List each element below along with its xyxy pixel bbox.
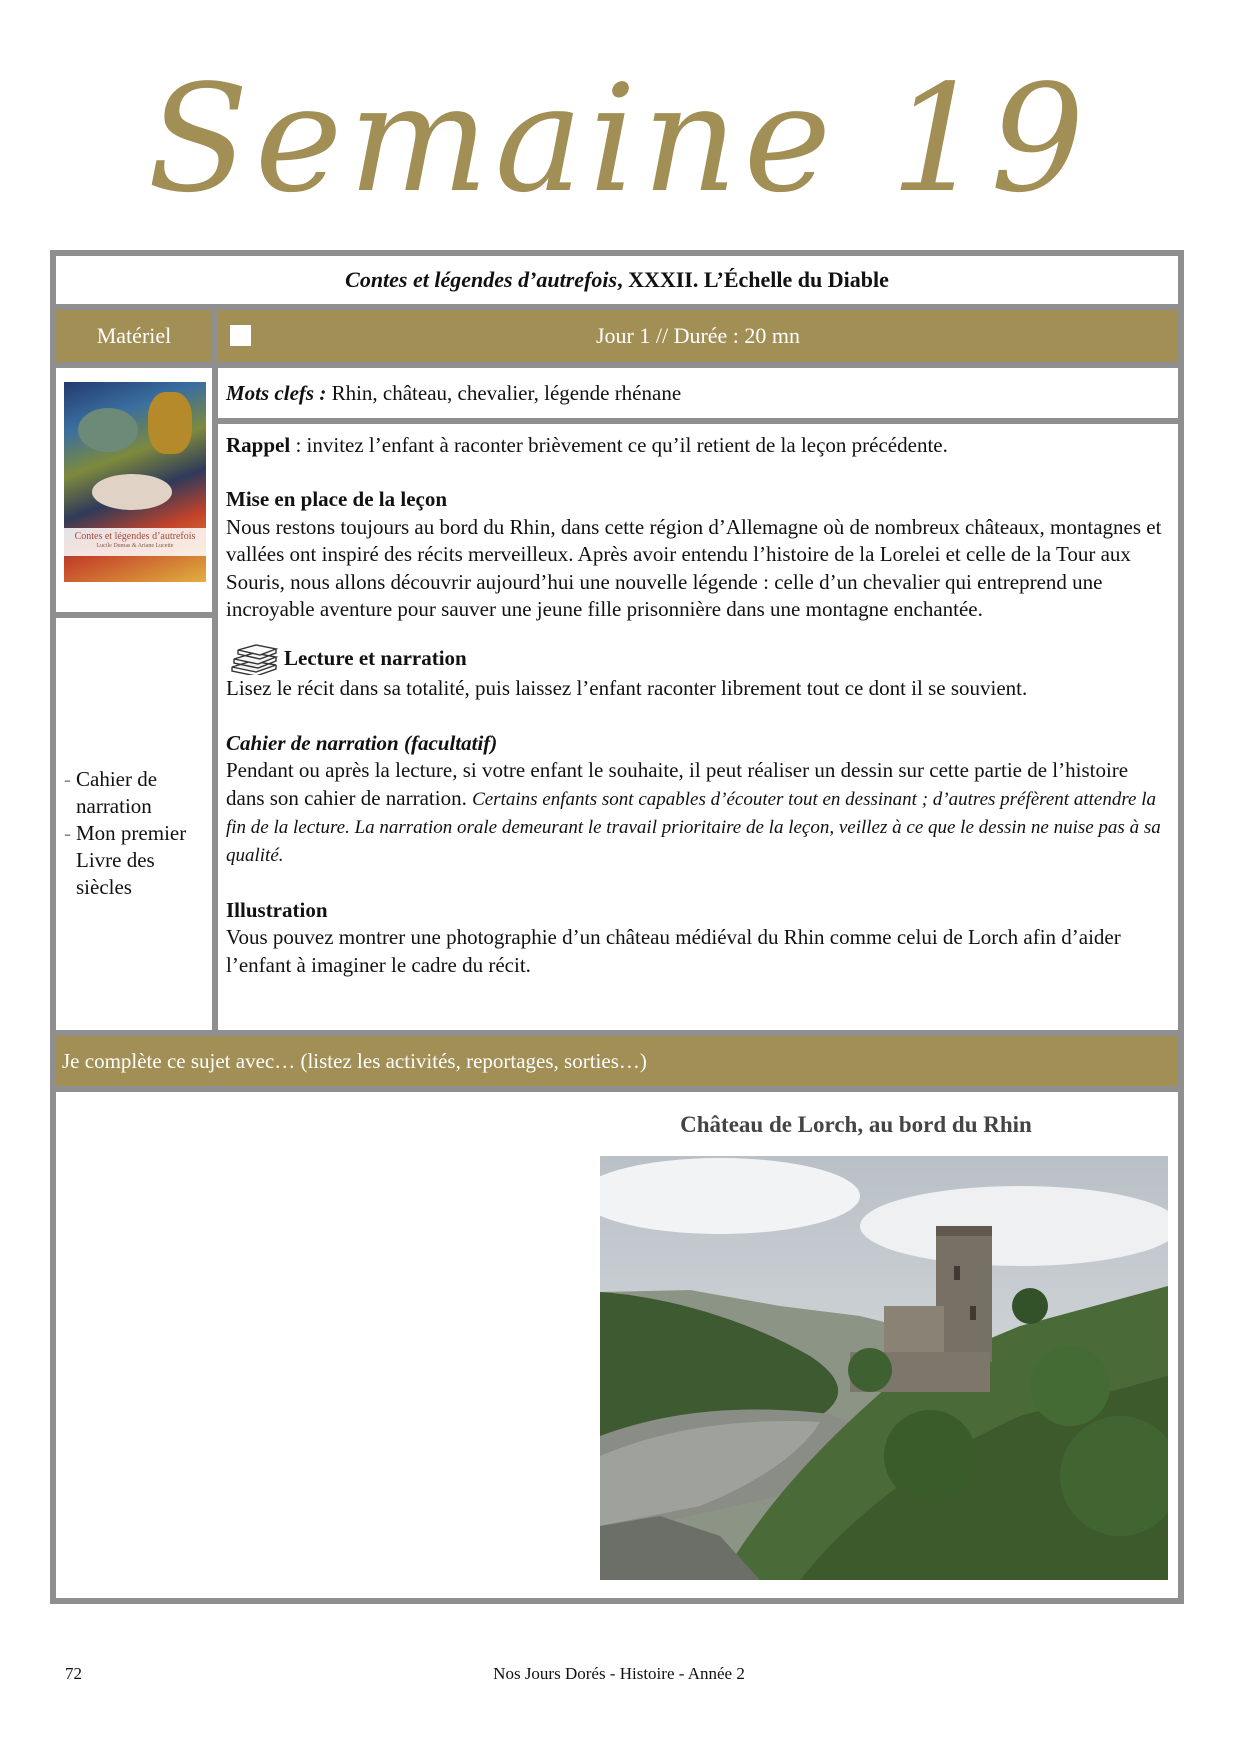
rappel-text: : invitez l’enfant à raconter brièvement ce qu’il retient de la leçon précédente. [290,433,948,457]
illustration-heading: Illustration [226,897,328,922]
chapter-title: , XXXII. L’Échelle du Diable [617,267,889,292]
day-header-label: Jour 1 // Durée : 20 mn [595,323,801,348]
materiel-header: Matériel [56,310,212,362]
keywords-cell [218,368,1178,418]
book-cover-cell [56,368,212,612]
cahier-heading: Cahier de narration (facultatif) [226,730,498,755]
lesson-subject [56,256,1178,304]
mise-en-place-text: Nous restons toujours au bord du Rhin, dans cette région d’Allemagne où de nombreux châteaux, montagnes et vallées ont inspiré des récits merveilleux. Après avoir entendu l’histoire de la Lorelei et celle de la Tour aux Souris, nous allons découvrir aujourd’hui une nouvelle légende : celle d’un chevalier qui entreprend une incroyable aventure pour sauver une jeune fille prisonnière dans une montagne enchantée. [226,514,1162,622]
castle-photo [600,1156,1168,1580]
photo-caption: Château de Lorch, au bord du Rhin [680,1112,1032,1137]
lecture-heading: Lecture et narration [284,645,467,670]
books-icon [226,641,280,675]
materiel-item: - Mon premier Livre des siècles [64,820,206,901]
book-title: Contes et légendes d’autrefois [345,267,618,292]
cahier-note: Certains enfants sont capables d’écouter tout en dessinant ; d’autres préfèrent attendre la fin de la lecture. La narration orale demeurant le travail prioritaire de la leçon, veillez à ce que le dessin ne nuise pas à sa qualité. [226,788,1161,867]
cover-authors: Lucile Dumas & Ariane Lucette [96,543,174,549]
done-checkbox[interactable] [230,325,251,346]
complete-header: Je complète ce sujet avec… (listez les activités, reportages, sorties…) [56,1036,1178,1086]
lecture-heading-line [226,641,1170,675]
lesson-table [50,250,1184,1604]
complement-cell [56,1092,1178,1598]
day-header [218,310,1178,362]
cover-title: Contes et légendes d’autrefois [74,531,196,542]
page-number: 72 [65,1664,82,1683]
illustration-text: Vous pouvez montrer une photographie d’un château médiéval du Rhin comme celui de Lorch afin d’aider l’enfant à imaginer le cadre du récit. [226,925,1121,977]
keywords-value: Rhin, château, chevalier, légende rhénane [326,381,682,405]
footer-title: Nos Jours Dorés - Histoire - Année 2 [493,1664,745,1683]
materiel-cell [56,618,212,1030]
cahier-paragraph [226,757,1170,870]
rappel-paragraph [226,432,1170,459]
mise-en-place-heading: Mise en place de la leçon [226,487,448,512]
lecture-text: Lisez le récit dans sa totalité, puis laissez l’enfant raconter librement tout ce dont il se souvient. [226,676,1028,701]
keywords-label: Mots clefs : [226,381,327,405]
materiel-list [64,766,206,901]
cahier-text: Pendant ou après la lecture, si votre enfant le souhaite, il peut réaliser un dessin sur cette partie de l’histoire dans son cahier de narration. [226,758,1129,810]
lesson-content [218,424,1178,1030]
page-title: Semaine 19 [147,53,1091,225]
book-cover-image [64,382,206,582]
rappel-label: Rappel [226,433,291,457]
materiel-item: - Cahier de narration [64,766,206,820]
